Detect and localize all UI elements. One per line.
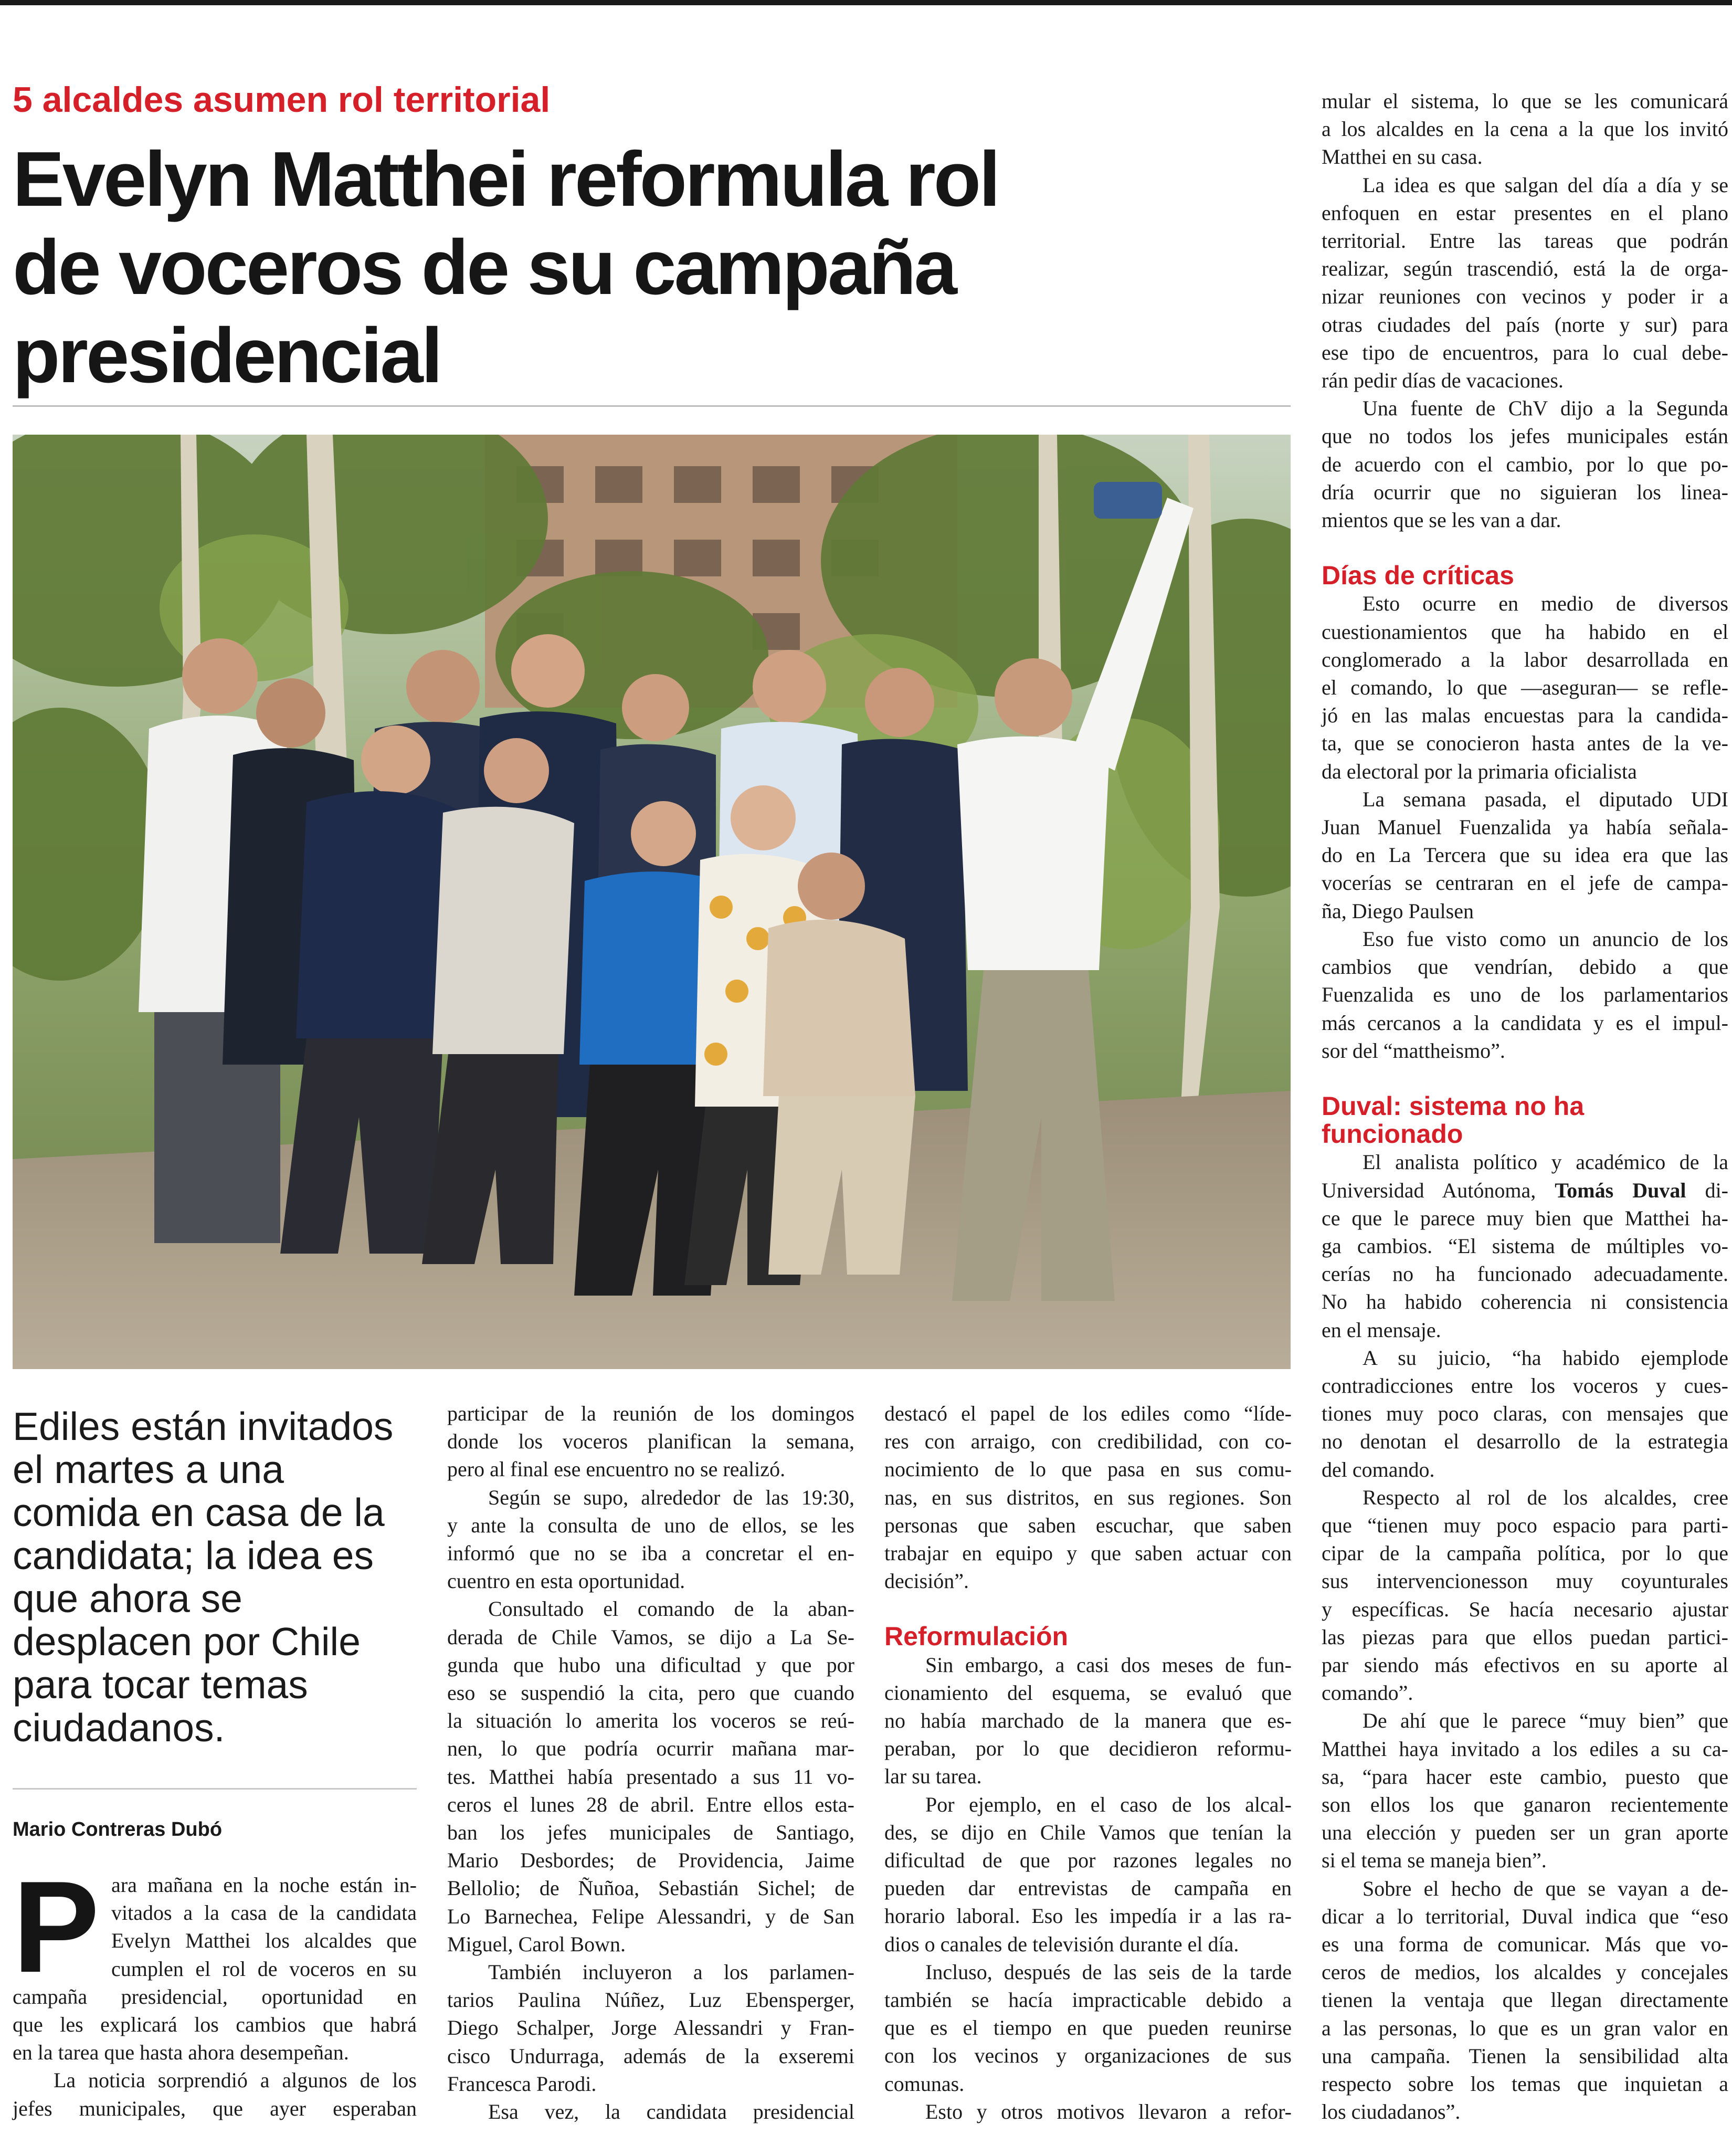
body-line: tarios Paulina Núñez, Luz Ebensperger, [447,1988,854,2012]
body-line: del comando. [1322,1457,1435,1481]
headline-line: de voceros de su campaña [13,224,955,311]
body-line: La noticia sorprendió a algunos de los [54,2068,417,2092]
body-line: horario laboral. Eso les impedía ir a las ra- [884,1904,1292,1928]
body-line: no había marchado de la manera que es- [884,1709,1292,1733]
body-line: lar su tarea. [884,1764,982,1789]
body-line: el comando, lo que —aseguran— se refle- [1322,676,1728,700]
body-line: Matthei en su casa. [1322,145,1483,169]
body-line: más cercanos a la candidata y es el impul- [1322,1011,1728,1035]
body-line: ña, Diego Paulsen [1322,899,1474,923]
body-line: eso se suspendió la cita, pero que cuando [447,1681,854,1705]
deck-line: comida en casa de la [13,1490,385,1534]
subhead-reformulacion: Reformulación [884,1622,1069,1652]
person-name: Tomás Duval [1555,1178,1686,1202]
body-line: ta, que se conocieron hasta antes de la ve- [1322,731,1728,755]
body-line: que les explicará los cambios que habrá [13,2013,417,2037]
body-column-2 [447,1400,854,2126]
body-line: La semana pasada, el diputado UDI [1363,787,1728,811]
body-line: Eso fue visto como un anuncio de los [1363,927,1728,951]
body-line: Fuenzalida es uno de los parlamentarios [1322,983,1728,1007]
body-line: a las personas, lo que es un gran valor en [1322,2016,1728,2040]
body-line: que “tienen muy poco espacio para parti- [1322,1513,1728,1537]
body-line: y ante la consulta de uno de ellos, se les [447,1513,854,1537]
body-line: otras ciudades del país (norte y sur) para [1322,312,1728,336]
body-line: participar de la reunión de los domingos [447,1402,854,1425]
body-line: ce que le parece muy bien que Matthei ha- [1322,1206,1728,1230]
body-line: Lo Barnechea, Felipe Alessandri, y de San [447,1904,854,1928]
deck-line: ciudadanos. [13,1706,225,1750]
body-line: De ahí que le parece “muy bien” que [1363,1709,1728,1733]
body-line: Diego Schalper, Jorge Alessandri y Fran- [447,2016,854,2040]
body-line: ga cambios. “El sistema de múltiples vo- [1322,1234,1728,1258]
spacer [1322,1065,1728,1092]
body-line: es una forma de comunicar. Más que vo- [1322,1932,1728,1956]
body-line: comando”. [1322,1681,1413,1705]
body-line: do en La Tercera que su idea era que las [1322,843,1728,867]
body-line: ese tipo de encuentros, para lo cual debe- [1322,340,1728,364]
body-line: que no todos los jefes municipales están [1322,424,1728,448]
body-line: a los alcaldes en la cena a la que los invitó [1322,117,1728,141]
body-line: dificultad de que por razones legales no [884,1848,1292,1873]
body-line: dios o canales de televisión durante el día. [884,1932,1239,1956]
body-line: dicar a lo territorial, Duval indica que “eso [1322,1904,1728,1928]
body-text: di- [1686,1178,1728,1202]
body-line: personas que saben escuchar, que saben [884,1513,1292,1537]
spacer [1322,534,1728,562]
body-line: Evelyn Matthei los alcaldes que [111,1929,417,1953]
deck-rule [13,1788,417,1790]
body-line: son ellos los que ganaron recientemente [1322,1792,1728,1816]
headline [13,135,1293,400]
body-line: nen, lo que podría ocurrir mañana mar- [447,1737,854,1761]
body-line: da electoral por la primaria oficialista [1322,759,1637,783]
body-line: sa, “para hacer este cambio, puesto que [1322,1764,1728,1789]
body-line: mular el sistema, lo que se les comunicará [1322,89,1728,113]
body-line: El analista político y académico de la [1363,1150,1728,1174]
deck-line: que ahora se [13,1576,242,1621]
body-line: pero al final ese encuentro no se realizó. [447,1457,786,1481]
body-line: Matthei haya invitado a los ediles a su ca- [1322,1737,1728,1761]
body-line: Mario Desbordes; de Providencia, Jaime [447,1848,854,1873]
body-line: una campaña. Tienen la sensibilidad alta [1322,2044,1728,2068]
deck-line: Ediles están invitados [13,1404,394,1448]
deck-line: desplacen por Chile [13,1619,361,1664]
body-line: respecto sobre los temas que inquietan a [1322,2072,1728,2096]
body-line: res con arraigo, con credibilidad, con co- [884,1429,1292,1454]
body-column-3 [884,1400,1292,2126]
body-line: Miguel, Carol Bown. [447,1932,626,1956]
body-line: nizar reuniones con vecinos y poder ir a [1322,285,1728,309]
body-line: jó en las malas encuestas para la candida- [1322,703,1728,728]
body-line: informó que no se iba a concretar el en- [447,1541,854,1565]
body-line: peraban, por lo que decidieron reformu- [884,1737,1292,1761]
body-line: que es el tiempo en que pueden reunirse [884,2016,1292,2040]
body-line: Esto y otros motivos llevaron a refor- [925,2099,1292,2123]
body-line: de acuerdo con el cambio, por lo que po- [1322,452,1728,476]
body-column-1 [13,1854,417,2122]
body-line: enfoquen en estar presentes en el plano [1322,201,1728,225]
body-line: Sin embargo, a casi dos meses de fun- [925,1653,1292,1677]
body-line: ceros el lunes 28 de abril. Entre ellos esta- [447,1792,854,1816]
body-line: con los vecinos y organizaciones de sus [884,2044,1292,2068]
body-line: También incluyeron a los parlamen- [488,1960,854,1984]
body-line: gunda que hubo una dificultad y que por [447,1653,854,1677]
group-selfie-photo [13,435,1291,1369]
body-line: nas, en sus distritos, en sus regiones. Son [884,1485,1292,1509]
body-line: campaña presidencial, oportunidad en [13,1984,417,2008]
subhead-duval: funcionado [1322,1119,1463,1149]
spacer [884,1595,1292,1623]
body-line [1322,1176,1728,1204]
body-line: Francesca Parodi. [447,2071,597,2096]
body-line: cerías no ha funcionado adecuadamente. [1322,1262,1728,1286]
body-line: cumplen el rol de voceros en su [111,1957,417,1981]
body-line: conglomerado a la labor desarrollada en [1322,647,1728,671]
body-line: una elección y pueden ser un gran aporte [1322,1821,1728,1845]
body-column-4 [1322,87,1728,2126]
top-border [0,0,1732,5]
body-text: Universidad Autónoma, [1322,1178,1555,1202]
body-line: ceros de medios, los alcaldes y concejales [1322,1960,1728,1984]
body-line: territorial. Entre las tareas que podrán [1322,229,1728,253]
body-line: Por ejemplo, en el caso de los alcal- [925,1792,1292,1816]
body-line: en la tarea que hasta ahora desempeñan. [13,2041,349,2065]
deck [13,1405,417,1749]
body-line: cuestionamientos que ha habido en el [1322,619,1728,644]
body-line: vocerías se centraran en el jefe de campa- [1322,871,1728,895]
body-line: ban los jefes municipales de Santiago, [447,1821,854,1845]
body-line: donde los voceros planifican la semana, [447,1429,854,1454]
body-line: contradicciones entre los voceros y cues- [1322,1373,1728,1397]
body-line: des, se dijo en Chile Vamos que tenían la [884,1820,1292,1844]
subhead-duval: Duval: sistema no ha [1322,1091,1585,1121]
body-line: trabajar en equipo y que saben actuar con [884,1541,1292,1565]
headline-line: Evelyn Matthei reformula rol [13,136,999,223]
body-line: nocimiento de lo que pasa en sus comu- [884,1457,1292,1481]
body-line: Esa vez, la candidata presidencial [488,2100,854,2124]
kicker: 5 alcaldes asumen rol territorial [13,80,551,120]
body-line: Incluso, después de las seis de la tarde [925,1960,1292,1984]
body-line: par siendo más efectivos en su aporte al [1322,1653,1728,1677]
body-line: destacó el papel de los ediles como “líde- [884,1402,1292,1425]
body-line: ara mañana en la noche están in- [111,1873,417,1897]
body-line: tienen la ventaja que llegan directamente [1322,1988,1728,2012]
body-line: comunas. [884,2071,965,2096]
body-line: Bellolio; de Ñuñoa, Sebastián Sichel; de [447,1876,854,1900]
body-line: sor del “mattheismo”. [1322,1038,1505,1063]
subhead-dias-de-criticas: Días de críticas [1322,561,1514,591]
body-line: La idea es que salgan del día a día y se [1363,173,1728,197]
body-line: Esto ocurre en medio de diversos [1363,592,1728,616]
drop-cap: P [13,1854,100,2000]
body-line: No ha habido coherencia ni consistencia [1322,1290,1728,1314]
body-line: derada de Chile Vamos, se dijo a La Se- [447,1625,854,1649]
body-line: cionamiento del esquema, se evaluó que [884,1680,1292,1705]
body-line: realizar, según trascendió, está la de orga- [1322,257,1728,281]
deck-line: candidata; la idea es [13,1533,374,1577]
body-line: Según se supo, alrededor de las 19:30, [488,1485,854,1509]
body-line: Juan Manuel Fuenzalida ya había señala- [1322,815,1728,839]
body-line: A su juicio, “ha habido ejemplode [1363,1345,1728,1370]
body-line: tes. Matthei había presentado a sus 11 vo- [447,1764,854,1789]
body-line: jefes municipales, que ayer esperaban [13,2096,417,2120]
body-line: dría ocurrir que no siguieran los linea- [1322,480,1728,504]
body-line: no denotan el desarrollo de la estrategia [1322,1429,1728,1454]
body-line: también se hacía impracticable debido a [884,1988,1292,2012]
body-line: vitados a la casa de la candidata [111,1901,417,1925]
body-line: decisión”. [884,1569,969,1593]
body-line: en el mensaje. [1322,1318,1441,1342]
body-line: la situación lo amerita los voceros se reú- [447,1709,854,1733]
body-line: y específicas. Se hacía necesario ajustar [1322,1597,1728,1621]
body-line: cambios que vendrían, debido a que [1322,955,1728,979]
body-line: pueden dar entrevistas de campaña en [884,1876,1292,1900]
body-line: sus intervencionesson muy coyunturales [1322,1569,1728,1593]
body-line: cisco Undurraga, además de la exseremi [447,2044,854,2068]
body-line: Sobre el hecho de que se vayan a de- [1363,1876,1728,1900]
body-line: los ciudadanos”. [1322,2100,1461,2124]
headline-line: presidencial [13,312,441,399]
deck-line: el martes a una [13,1447,284,1491]
deck-line: para tocar temas [13,1663,308,1707]
body-line: Una fuente de ChV dijo a la Segunda [1363,396,1728,420]
body-line: las piezas para que ellos puedan partici- [1322,1625,1728,1649]
body-line: Consultado el comando de la aban- [488,1597,854,1621]
body-line: rán pedir días de vacaciones. [1322,369,1564,393]
byline: Mario Contreras Dubó [13,1818,223,1841]
headline-rule [13,405,1291,407]
body-line: cuentro en esta oportunidad. [447,1569,685,1593]
body-line: Respecto al rol de los alcaldes, cree [1363,1485,1728,1509]
body-line: mientos que se les van a dar. [1322,508,1561,532]
body-line: si el tema se maneja bien”. [1322,1848,1547,1873]
body-line: tiones muy poco claras, con mensajes que [1322,1402,1728,1426]
body-line: cipar de la campaña política, por lo que [1322,1541,1728,1565]
